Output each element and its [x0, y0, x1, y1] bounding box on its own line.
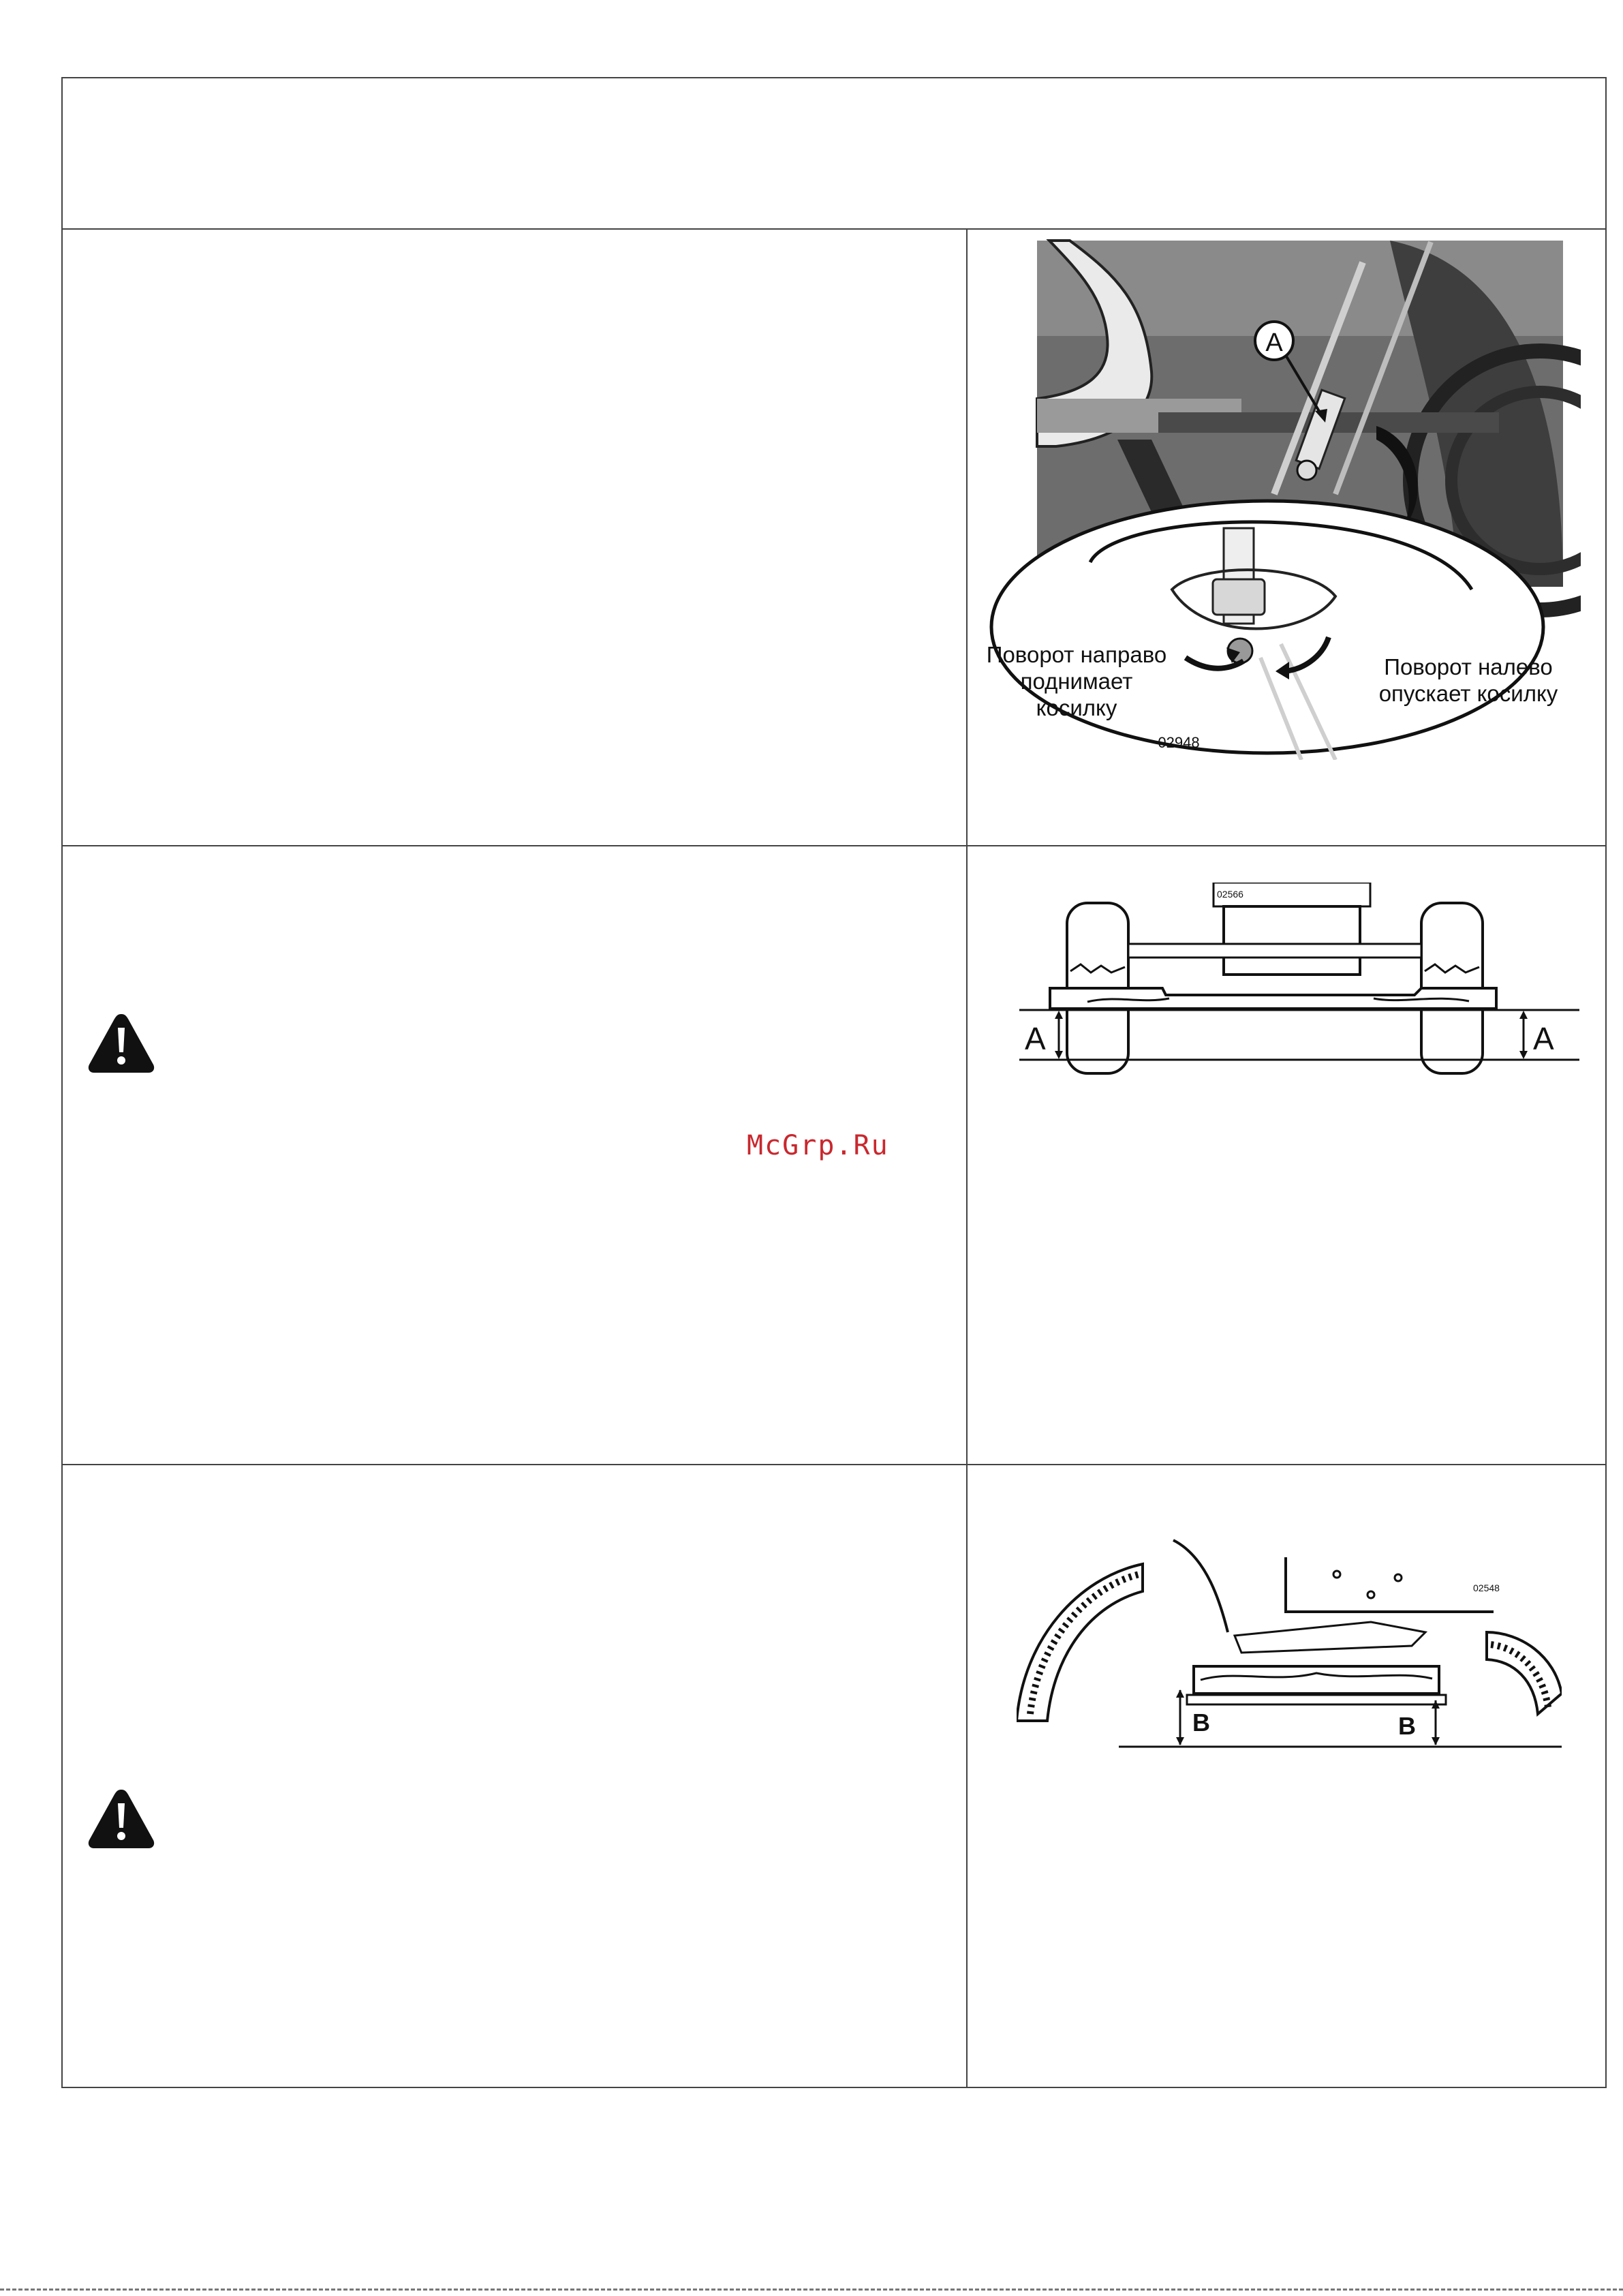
figure-height-adjust-knob: [981, 235, 1581, 760]
label-a-right: A: [1533, 1021, 1554, 1056]
figure-deck-level-side: [1017, 1537, 1562, 1765]
warning-triangle-icon: [86, 1010, 157, 1075]
caption-turn-left-line2: опускает косилку: [1378, 681, 1558, 706]
page-bottom-rule: [0, 2289, 1623, 2291]
label-b-right: B: [1398, 1712, 1416, 1740]
figure-code: 02566: [1217, 889, 1243, 900]
caption-turn-left-line1: Поворот налево: [1384, 654, 1553, 679]
row-divider: [61, 1464, 1607, 1465]
figure-code: 02948: [1158, 734, 1200, 751]
label-a: A: [1265, 328, 1283, 357]
row-divider: [61, 845, 1607, 846]
caption-turn-right-line1: Поворот направо: [986, 642, 1167, 667]
label-b-left: B: [1192, 1709, 1210, 1736]
warning-triangle-icon: [86, 1786, 157, 1851]
caption-turn-right-line2: поднимает: [1020, 669, 1133, 694]
watermark-text: McGrp.Ru: [747, 1130, 889, 1161]
column-divider: [966, 228, 968, 2088]
caption-turn-right-line3: косилку: [1036, 695, 1117, 720]
row-divider: [61, 228, 1607, 230]
figure-deck-level-front: [1019, 883, 1579, 1087]
figure-code: 02548: [1473, 1582, 1500, 1593]
label-a-left: A: [1025, 1021, 1046, 1056]
